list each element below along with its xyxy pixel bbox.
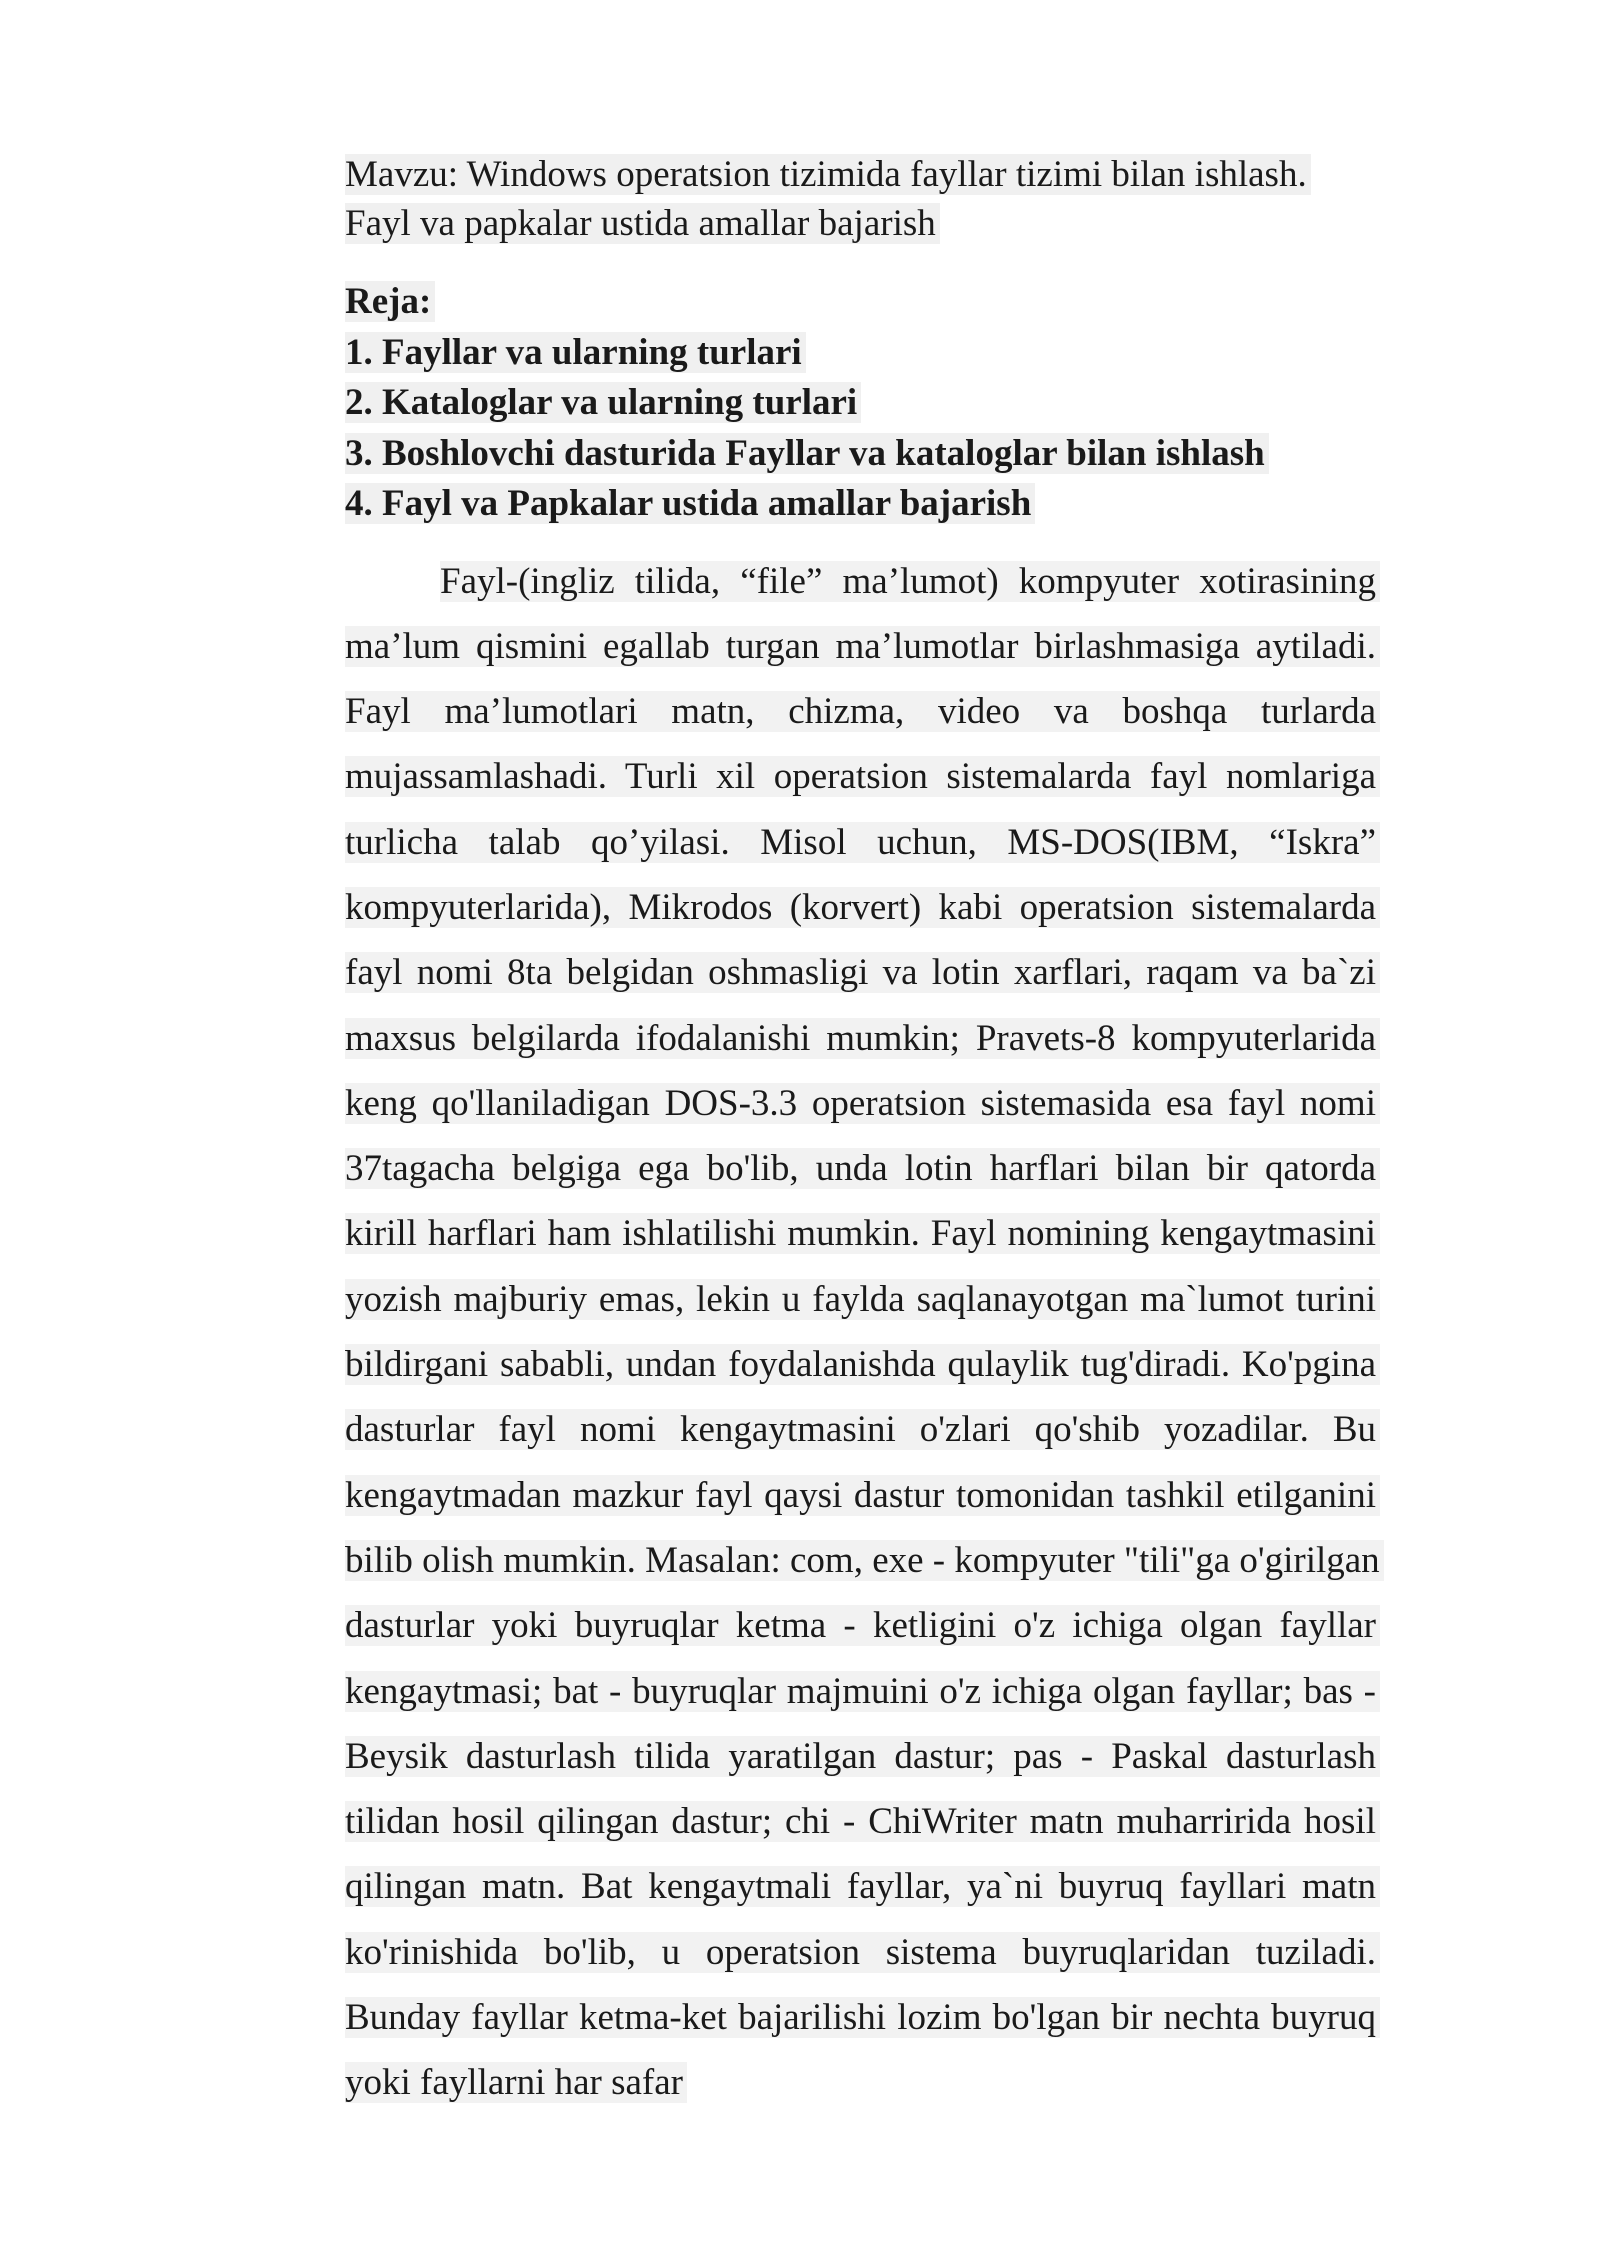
body-paragraph-text: Fayl-(ingliz tilida, “file” ma’lumot) kompyuter xotirasining ma’lum qismini egallab turgan ma’lumotlar birlashmasiga aytiladi. Fayl ma’lumotlari matn, chizma, video va boshqa turlarda mujassamlashadi. Turli xil operatsion sistemalarda fayl nomlariga turlicha talab qo’yilasi. Misol uchun, MS-DOS(IBM, “Iskra” kompyuterlarida), Mikrodos (korvert) kabi operatsion sistemalarda fayl nomi 8ta belgidan oshmasligi va lotin xarflari, raqam va ba`zi maxsus belgilarda ifodalanishi mumkin; Pravets-8 kompyuterlarida keng qo'llaniladigan DOS-3.3 operatsion sistemasida esa fayl nomi 37tagacha belgiga ega bo'lib, unda lotin harflari bilan bir qatorda kirill harflari ham ishlatilishi mumkin. Fayl nomining kengaytmasini yozish majburiy emas, lekin u faylda saqlanayotgan ma`lumot turini bildirgani sababli, undan foydalanishda qulaylik tug'diradi. Ko'pgina dasturlar fayl nomi kengaytmasini o'zlari qo'shib yozadilar. Bu kengaytmadan mazkur fayl qaysi dastur tomonidan tashkil etilganini bilib olish mumkin. Masalan: com, exe - kompyuter "tili"ga o'girilgan dasturlar yoki buyruqlar ketma - ketligini o'z ichiga olgan fayllar kengaytmasi; bat - buyruqlar majmuini o'z ichiga olgan fayllar; bas - Beysik dasturlash tilida yaratilgan dastur; pas - Paskal dasturlash tilidan hosil qilingan dastur; chi - ChiWriter matn muharririda hosil qilingan matn. Bat kengaytmali fayllar, ya`ni buyruq fayllari matn ko'rinishida bo'lib, u operatsion sistema buyruqlaridan tuziladi. Bunday fayllar ketma-ket bajarilishi lozim bo'lgan bir nechta buyruq yoki fayllarni har safar	[345, 561, 1384, 2104]
plan-item-3-text: 3. Boshlovchi dasturida Fayllar va kataloglar bilan ishlash	[345, 433, 1269, 474]
plan-item-1-text: 1. Fayllar va ularning turlari	[345, 332, 806, 373]
topic-line-2-text: Fayl va papkalar ustida amallar bajarish	[345, 203, 940, 244]
plan-item-2	[345, 378, 1380, 429]
topic-line-1-text: Mavzu: Windows operatsion tizimida fayllar tizimi bilan ishlash.	[345, 154, 1311, 195]
plan-heading	[345, 277, 1380, 328]
document-page	[345, 150, 1380, 2116]
plan-item-2-text: 2. Kataloglar va ularning turlari	[345, 382, 861, 423]
plan-heading-text: Reja:	[345, 281, 435, 322]
plan-item-4	[345, 479, 1380, 530]
plan-item-3	[345, 429, 1380, 480]
plan-item-1	[345, 328, 1380, 379]
topic-heading	[345, 150, 1380, 248]
plan-item-4-text: 4. Fayl va Papkalar ustida amallar bajarish	[345, 483, 1035, 524]
plan-section	[345, 277, 1380, 530]
topic-line-2	[345, 199, 1380, 248]
body-paragraph	[345, 549, 1380, 2116]
topic-line-1	[345, 150, 1380, 199]
